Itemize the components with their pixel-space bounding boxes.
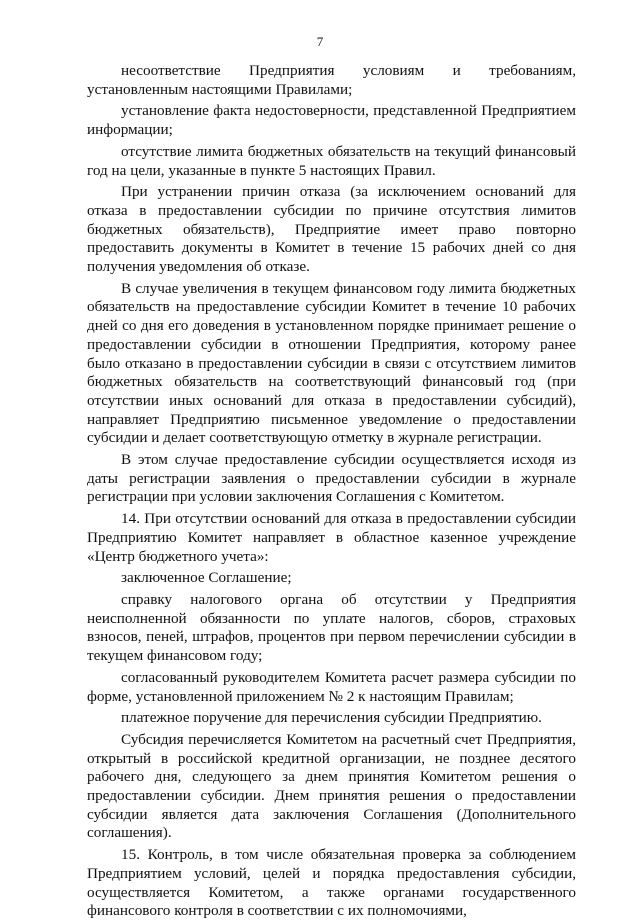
list-item-calculation: согласованный руководителем Комитета расчет размера субсидии по форме, установленной приложением № 2 к настоящим Правилам;: [87, 668, 576, 705]
paragraph-nonconformity: несоответствие Предприятия условиям и требованиям, установленным настоящими Правилами;: [87, 62, 576, 98]
list-item-agreement: заключенное Соглашение;: [121, 569, 292, 587]
list-item-tax-certificate: справку налогового органа об отсутствии у Предприятия неисполненной обязанности по уплате налогов, сборов, страховых взносов, пеней, штрафов, процентов при первом перечислении субсидии в текущем финансовом году;: [87, 590, 576, 665]
paragraph-registration-date: В этом случае предоставление субсидии осуществляется исходя из даты регистрации заявления о предоставлении субсидии в журнале регистрации при условии заключения Соглашения с Комитетом.: [87, 451, 576, 506]
paragraph-clause-14: 14. При отсутствии оснований для отказа в предоставлении субсидии Предприятию Комитет направляет в областное казенное учреждение «Центр бюджетного учета»:: [87, 510, 576, 565]
list-item-payment-order: платежное поручение для перечисления субсидии Предприятию.: [121, 709, 542, 727]
page-number: 7: [316, 34, 324, 49]
paragraph-false-info: установление факта недостоверности, представленной Предприятием информации;: [87, 102, 576, 139]
paragraph-no-limit: отсутствие лимита бюджетных обязательств на текущий финансовый год на цели, указанные в пункте 5 настоящих Правил.: [87, 142, 576, 179]
paragraph-limit-increase: В случае увеличения в текущем финансовом году лимита бюджетных обязательств на предоставление субсидии Комитет в течение 10 рабочих дней со дня его доведения в установленном порядке принимает решение о предоставлении субсидии в отношении Предприятия, которому ранее было отказано в предоставлении субсидии в связи с отсутствием лимитов бюджетных обязательств на соответствующий финансовый год (при отсутствии иных оснований для отказа в предоставлении субсидий), направляет Предприятию письменное уведомление о предоставлении субсидии и делает соответствующую отметку в журнале регистрации.: [87, 279, 576, 447]
paragraph-transfer: Субсидия перечисляется Комитетом на расчетный счет Предприятия, открытый в российской кредитной организации, не позднее десятого рабочего дня, следующего за днем принятия Комитетом решения о предоставлении субсидии. Днем принятия решения о предоставлении субсидии является дата заключения Соглашения (Дополнительного соглашения).: [87, 730, 576, 842]
paragraph-clause-15: 15. Контроль, в том числе обязательная проверка за соблюдением Предприятием условий, целей и порядка предоставления субсидии, осуществляется Комитетом, а также органами государственного финансового контроля в соответствии с их полномочиями,: [87, 846, 576, 920]
document-body: [87, 62, 576, 924]
paragraph-resubmission: При устранении причин отказа (за исключением оснований для отказа в предоставлении субсидии по причине отсутствия лимитов бюджетных обязательств), Предприятие имеет право повторно предоставить документы в Комитет в течение 15 рабочих дней со дня получения уведомления об отказе.: [87, 183, 576, 276]
